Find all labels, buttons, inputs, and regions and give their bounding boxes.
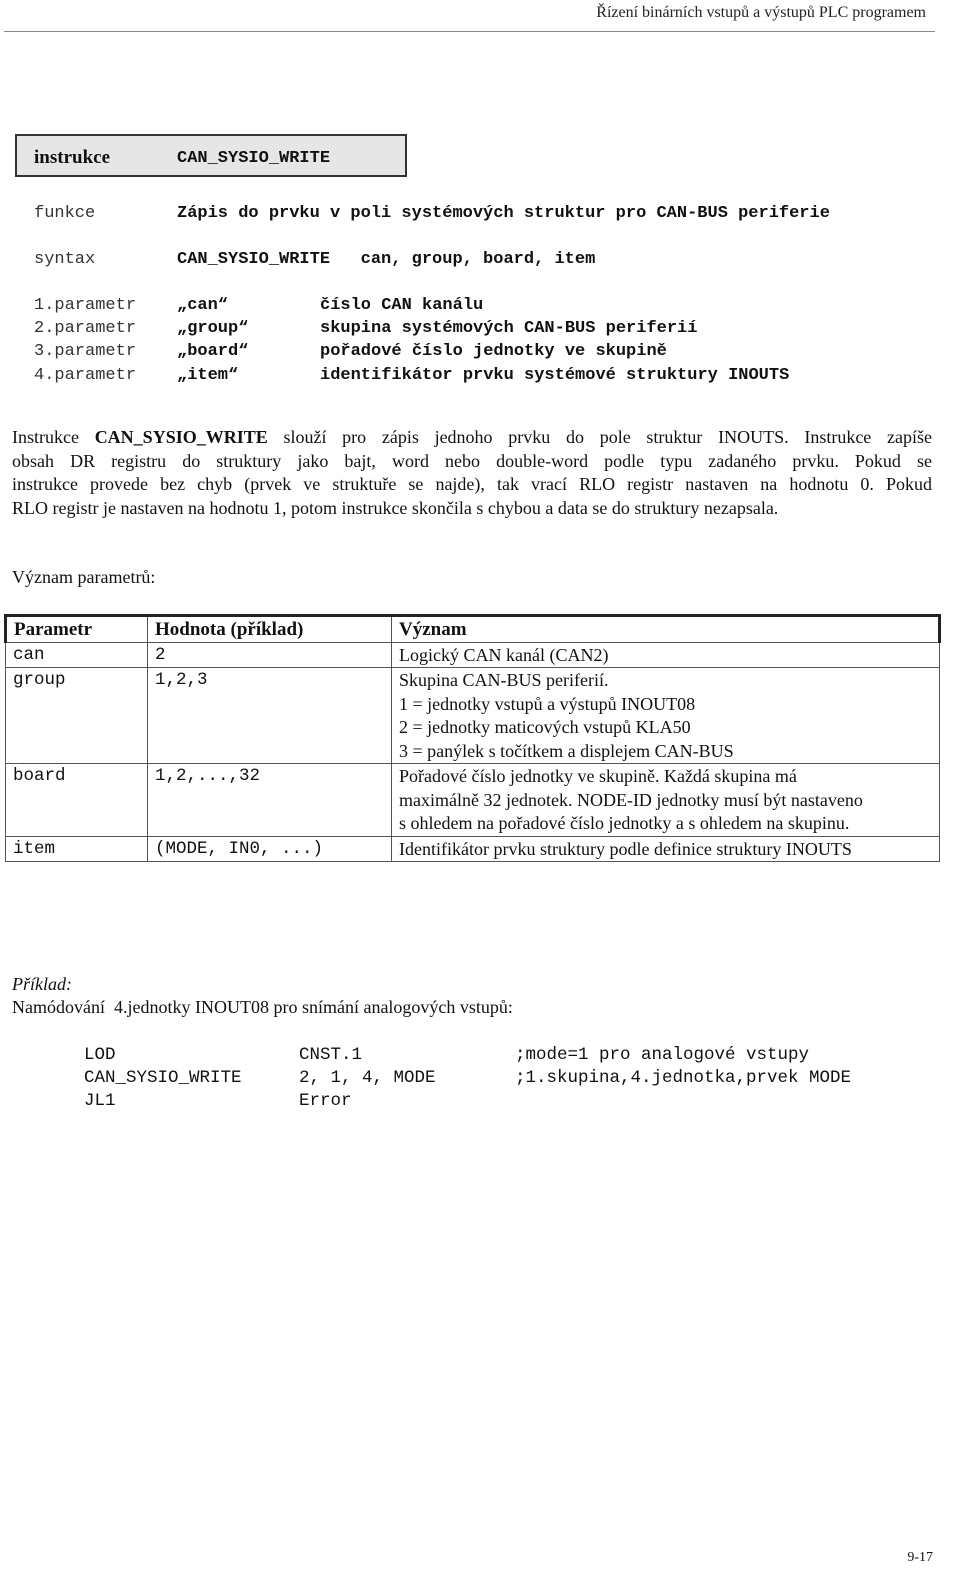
meaning-line: maximálně 32 jednotek. NODE-ID jednotky musí být nastaveno bbox=[399, 789, 863, 810]
parameter-number: 1.parametr bbox=[34, 296, 137, 315]
description-paragraph bbox=[12, 426, 932, 520]
description-text: Instrukce bbox=[12, 427, 95, 447]
table-cell-meaning bbox=[392, 668, 940, 764]
parameter-number: 3.parametr bbox=[34, 342, 137, 361]
syntax-label: syntax bbox=[34, 250, 96, 269]
description-text: slouží pro zápis jednoho prvku do pole struktur INOUTS. Instrukce zapíše bbox=[267, 427, 932, 447]
parameter-name: „can“ bbox=[177, 296, 229, 315]
instruction-name: CAN_SYSIO_WRITE bbox=[177, 149, 331, 168]
table-cell-param: group bbox=[6, 668, 148, 764]
syntax-text: CAN_SYSIO_WRITE can, group, board, item bbox=[177, 250, 596, 269]
code-arguments: CNST.1 bbox=[299, 1045, 363, 1065]
parameter-description: pořadové číslo jednotky ve skupině bbox=[320, 342, 667, 361]
table-header-cell: Hodnota (příklad) bbox=[148, 616, 392, 643]
parameter-description: skupina systémových CAN-BUS periferií bbox=[320, 319, 698, 338]
parameter-name: „board“ bbox=[177, 342, 249, 361]
parameter-name: „item“ bbox=[177, 366, 239, 385]
table-cell-meaning bbox=[392, 836, 940, 862]
code-arguments: Error bbox=[299, 1091, 352, 1111]
table-header-row bbox=[6, 616, 940, 643]
page-header-title: Řízení binárních vstupů a výstupů PLC programem bbox=[596, 4, 926, 21]
description-line: instrukce provede bez chyb (prvek ve struktuře se najde), tak vrací RLO registr nastaven na hodnotu 0. Pokud bbox=[12, 474, 932, 494]
table-cell-param: can bbox=[6, 642, 148, 668]
parameter-name: „group“ bbox=[177, 319, 249, 338]
table-header-cell: Parametr bbox=[6, 616, 148, 643]
code-comment: ;1.skupina,4.jednotka,prvek MODE bbox=[515, 1068, 852, 1088]
params-table bbox=[4, 614, 941, 862]
page-number: 9-17 bbox=[907, 1550, 933, 1565]
description-line bbox=[12, 426, 932, 450]
meaning-line: Pořadové číslo jednotky ve skupině. Každá skupina má bbox=[399, 766, 797, 786]
table-header-cell: Význam bbox=[392, 616, 940, 643]
parameter-description: číslo CAN kanálu bbox=[320, 296, 484, 315]
meaning-line: 1 = jednotky vstupů a výstupů INOUT08 bbox=[399, 693, 696, 714]
parameter-number: 2.parametr bbox=[34, 319, 137, 338]
description-bold-text: CAN_SYSIO_WRITE bbox=[94, 427, 268, 447]
description-line: RLO registr je nastaven na hodnotu 1, potom instrukce skončila s chybou a data se do struktury nezapsala. bbox=[12, 497, 779, 518]
table-row bbox=[6, 836, 940, 862]
example-description: Namódování 4.jednotky INOUT08 pro snímání analogových vstupů: bbox=[12, 997, 513, 1017]
function-text: Zápis do prvku v poli systémových struktur pro CAN-BUS periferie bbox=[177, 204, 830, 223]
meaning-line: s ohledem na pořadové číslo jednotky a s ohledem na skupinu. bbox=[399, 813, 850, 833]
table-cell-value: 1,2,3 bbox=[148, 668, 392, 764]
meaning-line: Identifikátor prvku struktury podle definice struktury INOUTS bbox=[399, 838, 852, 859]
example-label: Příklad: bbox=[12, 974, 72, 994]
table-cell-value: 1,2,...,32 bbox=[148, 764, 392, 837]
table-cell-param: board bbox=[6, 764, 148, 837]
table-cell-param: item bbox=[6, 836, 148, 862]
code-arguments: 2, 1, 4, MODE bbox=[299, 1068, 436, 1088]
table-row bbox=[6, 668, 940, 764]
meaning-line: 2 = jednotky maticových vstupů KLA50 bbox=[399, 717, 691, 737]
header-rule bbox=[4, 31, 935, 32]
parameter-description: identifikátor prvku systémové struktury INOUTS bbox=[320, 366, 790, 385]
params-table-caption: Význam parametrů: bbox=[12, 567, 156, 587]
table-cell-meaning bbox=[392, 642, 940, 668]
function-label: funkce bbox=[34, 204, 96, 223]
meaning-line: 3 = panýlek s točítkem a displejem CAN-BUS bbox=[399, 740, 734, 761]
parameter-number: 4.parametr bbox=[34, 366, 137, 385]
table-cell-meaning bbox=[392, 764, 940, 837]
meaning-line: Logický CAN kanál (CAN2) bbox=[399, 644, 609, 665]
meaning-line: Skupina CAN-BUS periferií. bbox=[399, 670, 609, 690]
table-cell-value: 2 bbox=[148, 642, 392, 668]
table-row bbox=[6, 764, 940, 837]
table-row bbox=[6, 642, 940, 668]
description-line: obsah DR registru do struktury jako bajt, word nebo double-word podle typu zadaného prvku. Pokud se bbox=[12, 450, 932, 471]
table-cell-value: (MODE, IN0, ...) bbox=[148, 836, 392, 862]
code-instruction: JL1 bbox=[84, 1091, 116, 1111]
code-instruction: CAN_SYSIO_WRITE bbox=[84, 1068, 242, 1088]
code-comment: ;mode=1 pro analogové vstupy bbox=[515, 1045, 810, 1065]
code-instruction: LOD bbox=[84, 1045, 116, 1065]
instruction-label: instrukce bbox=[34, 147, 110, 168]
